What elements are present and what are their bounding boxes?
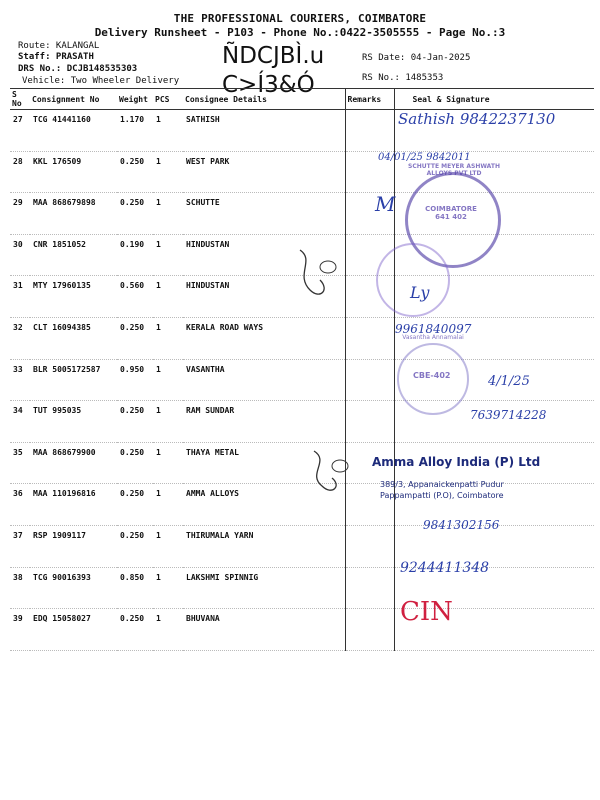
table-row [10, 525, 594, 567]
row-weight: 0.250 [117, 484, 153, 526]
table-row [10, 193, 594, 235]
vehicle-label: Vehicle: Two Wheeler Delivery [22, 76, 180, 86]
row-sno: 31 [10, 276, 30, 318]
row-consignee: BHUVANA [183, 609, 345, 651]
row-weight: 0.250 [117, 401, 153, 443]
row-pcs: 1 [153, 525, 183, 567]
row-consignment-no: BLR 5005172587 [30, 359, 117, 401]
row-consignee: VASANTHA [183, 359, 345, 401]
rs-date: RS Date: 04-Jan-2025 [362, 53, 471, 63]
row-pcs: 1 [153, 401, 183, 443]
row-pcs: 1 [153, 359, 183, 401]
row-consignee: SCHUTTE [183, 193, 345, 235]
remarks-mark-36 [302, 446, 362, 501]
table-row [10, 609, 594, 651]
table-row [10, 567, 594, 609]
row-pcs: 1 [153, 151, 183, 193]
row-sno: 29 [10, 193, 30, 235]
row-consignee: RAM SUNDAR [183, 401, 345, 443]
signature-29-scribble: M [375, 192, 396, 216]
document-title: THE PROFESSIONAL COURIERS, COIMBATORE [173, 12, 427, 25]
signature-31-scribble: Ly [410, 283, 430, 302]
amma-stamp-line-3: Pappampatti (P.O), Coimbatore [380, 491, 504, 500]
row-weight: 1.170 [117, 110, 153, 152]
row-consignment-no: CLT 16094385 [30, 317, 117, 359]
header-pcs: PCS [153, 89, 183, 110]
row-consignment-no: MTY 17960135 [30, 276, 117, 318]
barcode-line-1: ÑDCJBÌ.u [222, 43, 325, 69]
row-consignment-no: TCG 41441160 [30, 110, 117, 152]
row-weight: 0.250 [117, 609, 153, 651]
row-consignee: AMMA ALLOYS [183, 484, 345, 526]
schutte-company-stamp: COIMBATORE 641 402 SCHUTTE MEYER ASHWATH ALLOYS PVT LTD [405, 172, 501, 268]
signature-39: CIN [400, 597, 453, 627]
signature-34: 7639714228 [470, 408, 547, 422]
row-consignment-no: EDQ 15058027 [30, 609, 117, 651]
row-sno: 37 [10, 525, 30, 567]
row-pcs: 1 [153, 609, 183, 651]
row-weight: 0.850 [117, 567, 153, 609]
remarks-mark-31 [290, 245, 350, 305]
row-consignment-no: TCG 90016393 [30, 567, 117, 609]
row-remarks [345, 401, 394, 443]
row-consignee: HINDUSTAN [183, 234, 345, 276]
row-sno: 33 [10, 359, 30, 401]
row-consignment-no: CNR 1851052 [30, 234, 117, 276]
row-sno: 28 [10, 151, 30, 193]
row-consignment-no: RSP 1909117 [30, 525, 117, 567]
row-sno: 34 [10, 401, 30, 443]
row-remarks [345, 525, 394, 567]
runsheet-table [10, 88, 594, 651]
row-weight: 0.250 [117, 151, 153, 193]
row-remarks [345, 317, 394, 359]
row-weight: 0.190 [117, 234, 153, 276]
row-pcs: 1 [153, 484, 183, 526]
row-pcs: 1 [153, 193, 183, 235]
header-signature: Seal & Signature [394, 89, 594, 110]
table-row [10, 317, 594, 359]
row-consignee: KERALA ROAD WAYS [183, 317, 345, 359]
route-label: Route: KALANGAL [18, 41, 100, 51]
row-consignment-no: MAA 868679900 [30, 442, 117, 484]
row-weight: 0.250 [117, 193, 153, 235]
row-remarks [345, 609, 394, 651]
row-weight: 0.560 [117, 276, 153, 318]
row-pcs: 1 [153, 442, 183, 484]
row-sno: 32 [10, 317, 30, 359]
row-pcs: 1 [153, 110, 183, 152]
header-sno: S No [10, 89, 30, 110]
row-pcs: 1 [153, 317, 183, 359]
row-consignment-no: KKL 176509 [30, 151, 117, 193]
document-subtitle: Delivery Runsheet - P103 - Phone No.:0422-3505555 - Page No.:3 [94, 26, 506, 39]
row-consignment-no: MAA 110196816 [30, 484, 117, 526]
row-weight: 0.250 [117, 525, 153, 567]
row-weight: 0.250 [117, 442, 153, 484]
row-consignee: SATHISH [183, 110, 345, 152]
amma-stamp-line-1: Amma Alloy India (P) Ltd [372, 455, 541, 469]
row-consignee: THIRUMALA YARN [183, 525, 345, 567]
round-stamp-31 [376, 243, 450, 317]
header-consignee: Consignee Details [183, 89, 345, 110]
rs-number: RS No.: 1485353 [362, 73, 444, 83]
signature-27: Sathish 9842237130 [398, 110, 556, 128]
row-sno: 36 [10, 484, 30, 526]
header-consignment: Consignment No [30, 89, 117, 110]
row-consignee: THAYA METAL [183, 442, 345, 484]
signature-37: 9841302156 [423, 518, 500, 532]
row-sno: 27 [10, 110, 30, 152]
row-remarks [345, 110, 394, 152]
row-sno: 35 [10, 442, 30, 484]
staff-label: Staff: PRASATH [18, 52, 94, 62]
signature-33-date: 4/1/25 [488, 374, 530, 389]
table-row [10, 151, 594, 193]
row-pcs: 1 [153, 567, 183, 609]
row-weight: 0.950 [117, 359, 153, 401]
row-consignee: LAKSHMI SPINNIG [183, 567, 345, 609]
header-weight: Weight [117, 89, 153, 110]
row-sno: 30 [10, 234, 30, 276]
row-consignee: HINDUSTAN [183, 276, 345, 318]
amma-stamp-line-2: 389/3, Appanaickenpatti Pudur [380, 480, 504, 489]
table-header-row [10, 89, 594, 110]
row-pcs: 1 [153, 234, 183, 276]
row-sno: 38 [10, 567, 30, 609]
header-remarks: Remarks [345, 89, 394, 110]
vasantha-stamp: CBE-402 Vasantha Annamalai [397, 343, 469, 415]
row-weight: 0.250 [117, 317, 153, 359]
signature-38: 9244411348 [400, 560, 490, 576]
drs-number: DRS No.: DCJB148535303 [18, 64, 138, 74]
row-sno: 39 [10, 609, 30, 651]
row-consignment-no: TUT 995035 [30, 401, 117, 443]
signature-28: 04/01/25 9842011 [378, 152, 471, 163]
barcode-line-2: C>Í3&Ó [222, 72, 315, 98]
row-remarks [345, 567, 394, 609]
row-remarks [345, 359, 394, 401]
row-pcs: 1 [153, 276, 183, 318]
row-consignment-no: MAA 868679898 [30, 193, 117, 235]
row-consignee: WEST PARK [183, 151, 345, 193]
signature-32: 9961840097 [395, 322, 472, 336]
